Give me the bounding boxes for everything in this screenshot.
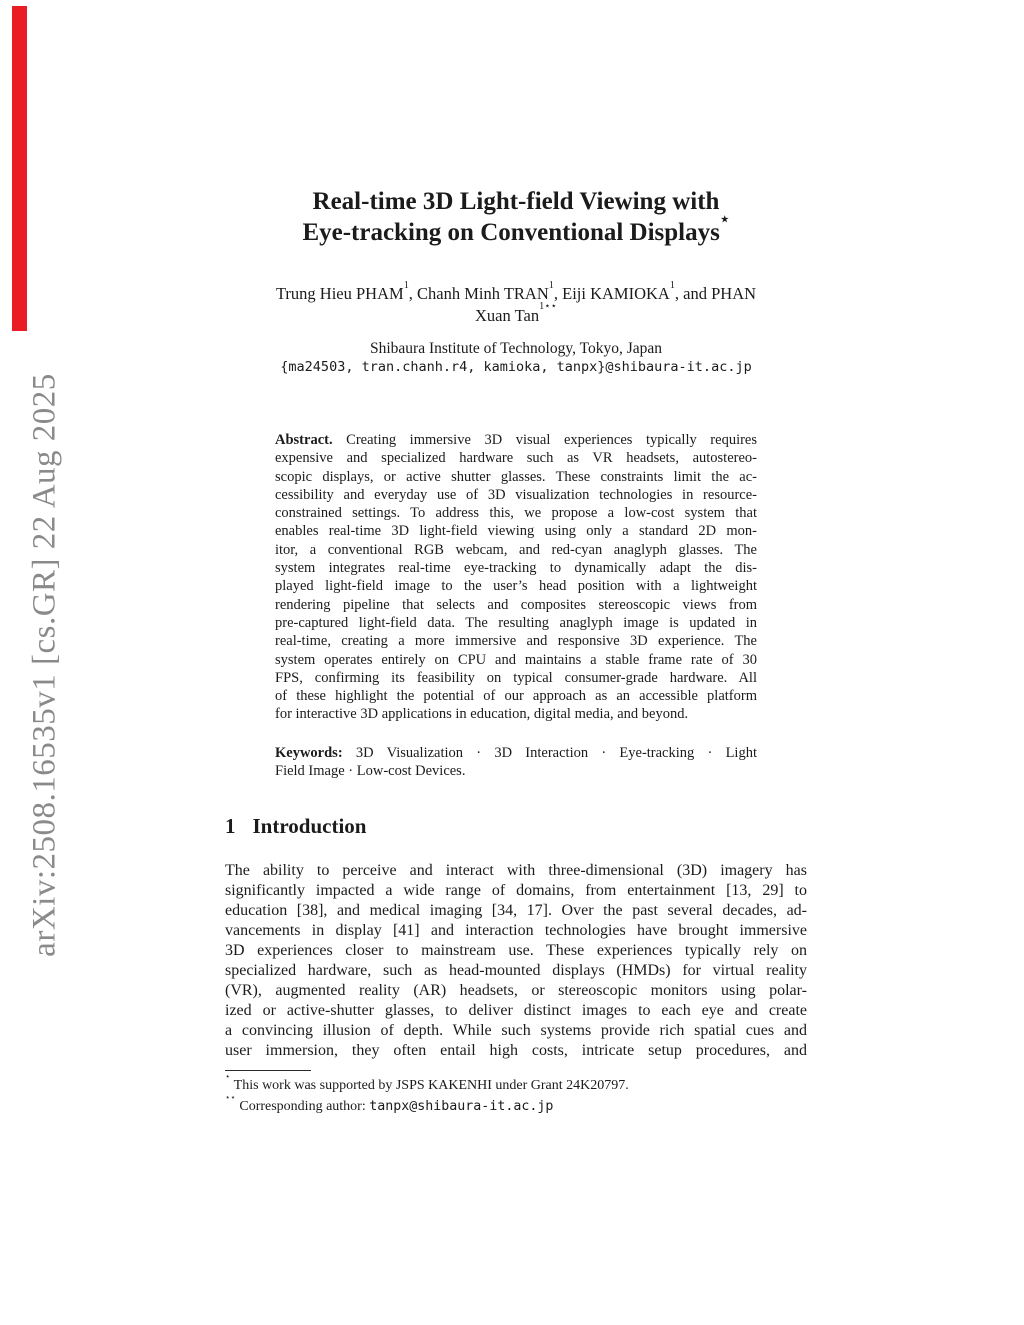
text-line: enables real-time 3D light-field viewing using only a standard 2D mon- <box>275 523 757 540</box>
text-line: a convincing illusion of depth. While such systems provide rich spatial cues and <box>225 1022 807 1039</box>
arxiv-watermark: arXiv:2508.16535v1 [cs.GR] 22 Aug 2025 <box>26 373 63 957</box>
text-line: itor, a conventional RGB webcam, and red-cyan anaglyph glasses. The <box>275 541 757 558</box>
text-line: Field Image · Low-cost Devices. <box>275 763 466 780</box>
keywords-paragraph <box>275 744 757 781</box>
author-emails: {ma24503, tran.chanh.r4, kamioka, tanpx}@shibaura-it.ac.jp <box>280 359 752 375</box>
text-line: pre-captured light-field data. The resulting anaglyph image is updated in <box>275 614 757 631</box>
text-line: system integrates real-time eye-tracking to dynamically adapt the dis- <box>275 560 757 577</box>
text-line: 3D experiences closer to mainstream use. These experiences typically rely on <box>225 942 807 959</box>
affiliation: Shibaura Institute of Technology, Tokyo, Japan <box>370 340 662 357</box>
text-line: ized or active-shutter glasses, to deliver distinct images to each eye and create <box>225 1002 807 1019</box>
text-line: ⋆ This work was supported by JSPS KAKENHI under Grant 24K20797. <box>225 1071 629 1093</box>
text-line: rendering pipeline that selects and composites stereoscopic views from <box>275 596 757 613</box>
footnotes <box>225 1071 807 1117</box>
paper-title <box>225 186 807 248</box>
author-list <box>225 279 807 326</box>
text-line: Eye-tracking on Conventional Displays⋆ <box>302 210 730 246</box>
text-line: Keywords: 3D Visualization · 3D Interaction · Eye-tracking · Light <box>275 745 757 761</box>
text-line: vancements in display [41] and interaction technologies have brought immersive <box>225 922 807 939</box>
introduction-paragraph <box>225 861 807 1061</box>
text-line: (VR), augmented reality (AR) headsets, or stereoscopic monitors using polar- <box>225 982 807 999</box>
text-line: Real-time 3D Light-field Viewing with <box>312 188 720 215</box>
text-line: ⋆⋆ Corresponding author: tanpx@shibaura-it.ac.jp <box>225 1092 554 1114</box>
text-line: specialized hardware, such as head-mounted displays (HMDs) for virtual reality <box>225 962 807 979</box>
text-line: The ability to perceive and interact with three-dimensional (3D) imagery has <box>225 862 807 879</box>
text-line: constrained settings. To address this, we propose a low-cost system that <box>275 505 757 522</box>
text-line: significantly impacted a wide range of domains, from entertainment [13, 29] to <box>225 882 807 899</box>
abstract-paragraph <box>275 431 757 724</box>
text-line: for interactive 3D applications in education, digital media, and beyond. <box>275 706 689 723</box>
text-line: real-time, creating a more immersive and responsive 3D experience. The <box>275 633 757 650</box>
footnote-rule <box>225 1070 311 1071</box>
red-annotation-bar <box>12 6 27 331</box>
text-line: FPS, confirming its feasibility on typical consumer-grade hardware. All <box>275 669 757 686</box>
section-title: Introduction <box>252 814 367 838</box>
text-line: cessibility and everyday use of 3D visualization technologies in resource- <box>275 486 757 503</box>
text-line: education [38], and medical imaging [34, 17]. Over the past several decades, ad- <box>225 902 807 919</box>
text-line: played light-field image to the user’s head position with a lightweight <box>275 578 757 595</box>
text-line: of these highlight the potential of our approach as an accessible platform <box>275 688 757 705</box>
text-line: scopic displays, or active shutter glasses. These constraints limit the ac- <box>275 468 757 485</box>
text-line: system operates entirely on CPU and maintains a stable frame rate of 30 <box>275 651 757 668</box>
text-line: Xuan Tan$^{1⋆⋆}$ <box>475 301 557 325</box>
text-line: Trung Hieu PHAM$^1$, Chanh Minh TRAN$^1$, Eiji KAMIOKA$^1$, and PHAN <box>275 279 757 303</box>
section-heading-introduction <box>225 814 807 839</box>
section-number: 1 <box>225 814 236 838</box>
text-line: expensive and specialized hardware such as VR headsets, autostereo- <box>275 450 757 467</box>
text-line: user immersion, they often entail high costs, intricate setup procedures, and <box>225 1042 807 1059</box>
text-line: Abstract. Creating immersive 3D visual experiences typically requires <box>275 432 757 448</box>
